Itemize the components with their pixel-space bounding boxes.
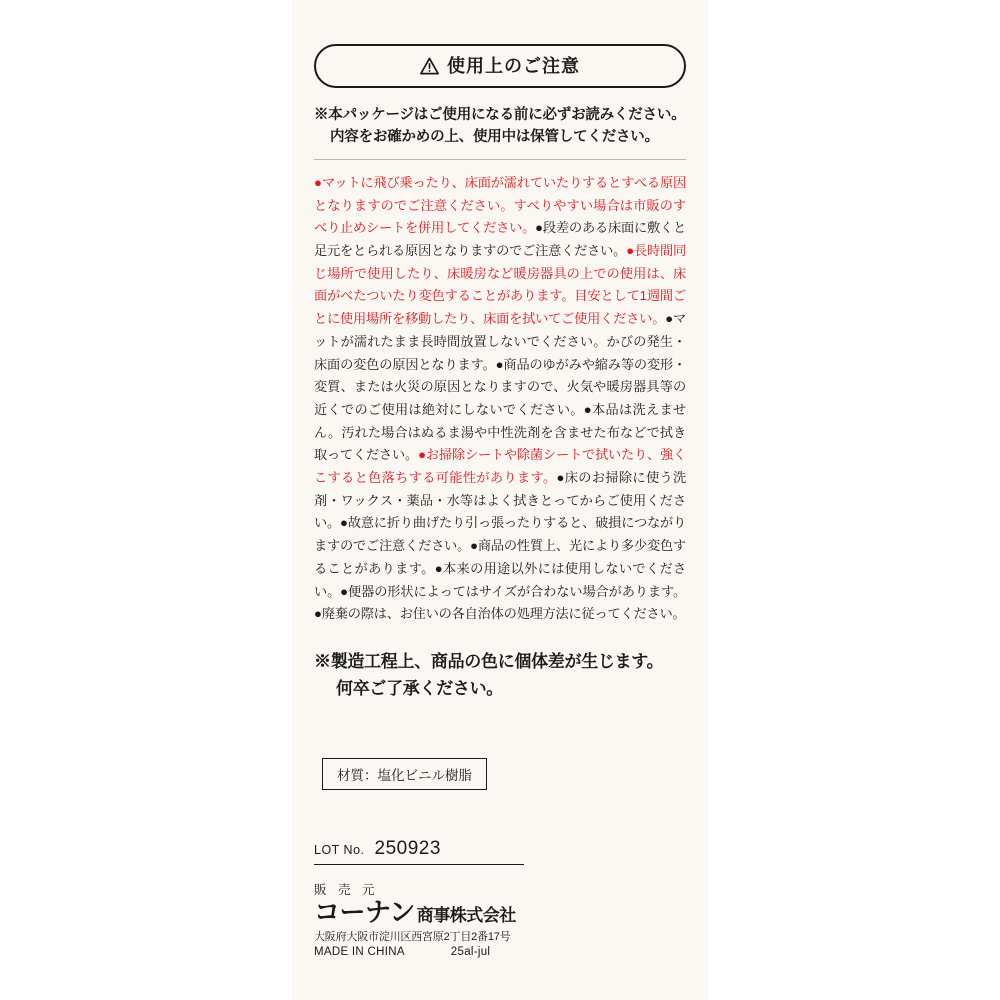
production-code: 25al-jul bbox=[450, 946, 491, 958]
caution-segment-5: ●お掃除シートや除菌シートで拭いたり、強くこすると色落ちする可能性があります。 bbox=[314, 447, 687, 486]
company-suffix-text: 商事株式会社 bbox=[416, 906, 516, 925]
color-variation-line-2: 何卒ご了承ください。 bbox=[336, 679, 503, 699]
company-logo-text: コーナン bbox=[314, 897, 415, 927]
lot-number-row bbox=[314, 838, 524, 865]
lead-line-2: 内容をお確かめの上、使用中は保管してください。 bbox=[330, 129, 659, 146]
footer-bottom-row bbox=[314, 946, 694, 958]
caution-heading bbox=[314, 44, 686, 88]
made-in-text: MADE IN CHINA bbox=[314, 946, 405, 958]
caution-segment-6: ●床のお掃除に使う洗剤・ワックス・薬品・水等はよく拭きとってからご使用ください。●故意に折り曲げたり引っ張ったりすると、破損につながりますのでご注意ください。●商品の性質上、光により多少変色することがあります。●本来の用途以外には使用しないでください。●便器の形状によってはサイズが合わない場合があります。●廃棄の際は、お住いの各自治体の処理方法に従ってください。 bbox=[314, 470, 686, 622]
caution-segment-2: ●段差のある床面に敷くと足元をとられる原因となりますのでご注意ください。 bbox=[314, 220, 686, 259]
seller-label: 販 売 元 bbox=[314, 883, 379, 897]
seller-name bbox=[314, 899, 694, 925]
material-box: 材質：塩化ビニル樹脂 bbox=[322, 758, 487, 790]
label-content bbox=[292, 0, 708, 1000]
caution-segment-4: ●マットが濡れたまま長時間放置しないでください。かびの発生・床面の変色の原因となります。●商品のゆがみや縮み等の変形・変質、または火災の原因となりますので、火気や暖房器具等の近くでのご使用は絶対にしないでください。●本品は洗えません。汚れた場合はぬるま湯や中性洗剤を含ませた布などで拭き取ってください。 bbox=[314, 311, 686, 463]
color-variation-line-1: ※製造工程上、商品の色に個体差が生じます。 bbox=[314, 652, 664, 671]
lead-line-1: ※本パッケージはご使用になる前に必ずお読みください。 bbox=[314, 107, 686, 123]
color-variation-note bbox=[314, 648, 686, 702]
lot-number-value: 250923 bbox=[374, 838, 441, 859]
seller-block bbox=[314, 880, 694, 958]
lot-number-label: LOT No. bbox=[314, 843, 365, 857]
seller-address: 大阪府大阪市淀川区西宮原2丁目2番17号 bbox=[314, 931, 511, 943]
caution-body bbox=[314, 172, 686, 626]
divider-rule bbox=[314, 159, 686, 160]
caution-segment-3: ●長時間同じ場所で使用したり、床暖房など暖房器具の上での使用は、床面がべたついたり変色することがあります。目安として1週間ごとに使用場所を移動したり、床面を拭いてご使用ください。 bbox=[314, 243, 687, 327]
caution-segment-1: ●マットに飛び乗ったり、床面が濡れていたりするとすべる原因となりますのでご注意ください。すべりやすい場合は市販のすべり止めシートを併用してください。 bbox=[314, 174, 686, 236]
lead-note bbox=[314, 104, 686, 149]
caution-heading-text: 使用上のご注意 bbox=[447, 56, 580, 76]
warning-triangle-icon bbox=[420, 57, 439, 75]
